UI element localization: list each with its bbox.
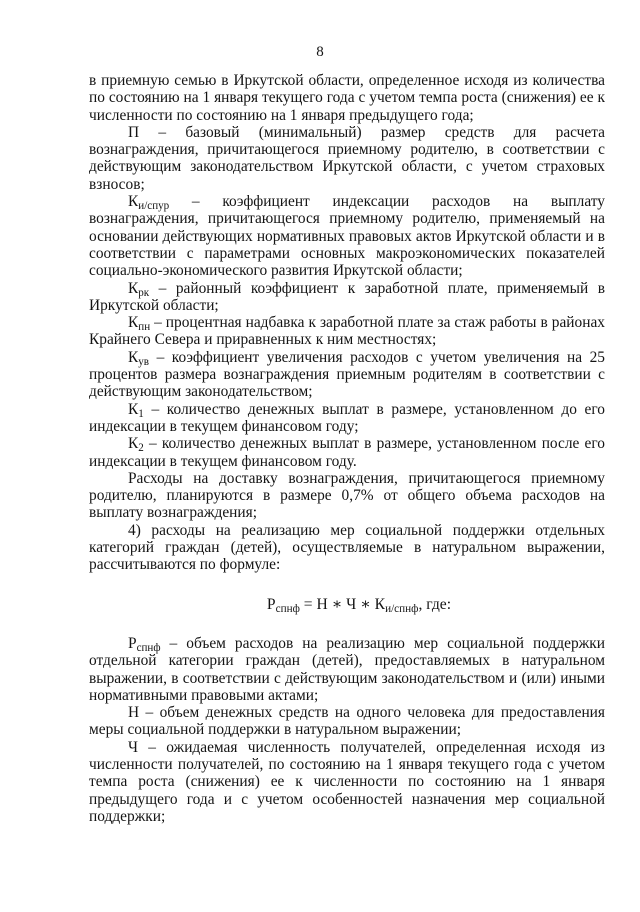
paragraph-item-4: 4) расходы на реализацию мер социальной поддержки отдельных категорий граждан (детей), осуществляемые в натуральном выражении, рассчитываются по формуле:	[89, 521, 605, 574]
definition-text: – количество денежных выплат в размере, установленном после его индексации в текущем финансовом году.	[89, 435, 605, 470]
paragraph-delivery-costs: Расходы на доставку вознаграждения, причитающегося приемному родителю, планируются в размере 0,7% от общего объема расходов на выплату вознаграждения;	[89, 469, 605, 522]
formula-middle: = Н ∗ Ч ∗	[299, 595, 375, 613]
symbol-subscript: рк	[138, 286, 150, 299]
symbol: К	[128, 400, 139, 418]
formula-p: Р	[266, 595, 276, 613]
page-number: 8	[316, 44, 324, 60]
paragraph-ch-definition: Ч – ожидаемая численность получателей, определенная исходя из численности получателей, по состоянию на 1 января текущего года с учетом темпа роста (снижения) ее к численности по состоянию на 1 января предыдущего года и с учетом особенностей назначения мер социальной поддержки;	[89, 738, 605, 825]
symbol-subscript: 2	[138, 442, 144, 455]
formula-k: К	[374, 595, 386, 613]
symbol-subscript: 1	[138, 407, 144, 420]
formula-k-subscript: и/спнф	[385, 602, 419, 615]
symbol: К	[128, 314, 139, 332]
formula	[89, 596, 605, 613]
definition-text: – коэффициент увеличения расходов с учетом увеличения на 25 процентов размера вознаграждения приемным родителям в соответствии с действующим законодательством;	[89, 348, 605, 401]
paragraph-k1-definition	[89, 401, 605, 436]
paragraph-k-uv-definition	[89, 349, 605, 401]
definition-text: – коэффициент индексации расходов на выплату вознаграждения, причитающегося приемному родителю, применяемый на основании действующих нормативных правовых актов Иркутской области и в соответствии с параметрами основных макроэкономических показателей социально-экономического развития Иркутской области;	[89, 193, 605, 280]
formula-p-subscript: спнф	[275, 602, 300, 615]
paragraph-p-definition: П – базовый (минимальный) размер средств для расчета вознаграждения, причитающегося приемному родителю, в соответствии с действующим законодательством Иркутской области, с учетом страховых взносов;	[89, 123, 605, 193]
definition-text: – количество денежных выплат в размере, установленном до его индексации в текущем финансовом году;	[89, 400, 605, 435]
paragraph-k-pn-definition	[89, 314, 605, 349]
definition-text: – процентная надбавка к заработной плате за стаж работы в районах Крайнего Севера и приравненных к ним местностях;	[89, 314, 605, 349]
paragraph-k2-definition	[89, 435, 605, 470]
formula-tail: , где:	[418, 595, 452, 613]
body-text	[89, 72, 605, 825]
symbol-subscript: и/спур	[138, 200, 170, 213]
symbol: К	[128, 348, 139, 366]
symbol-subscript: ув	[138, 355, 150, 368]
symbol: К	[128, 435, 139, 453]
symbol: К	[128, 279, 139, 297]
paragraph-continuation: в приемную семью в Иркутской области, определенное исходя из количества по состоянию на 1 января текущего года с учетом темпа роста (снижения) ее к численности по состоянию на 1 января предыдущего года;	[89, 72, 605, 124]
symbol: К	[128, 193, 139, 211]
symbol-subscript: пн	[138, 321, 151, 334]
definition-text: – объем расходов на реализацию мер социальной поддержки отдельной категории граждан (детей), предоставляемых в натуральном выражении, в соответствии с действующим законодательством и (или) иными нормативными правовыми актами;	[89, 634, 605, 704]
paragraph-k-rk-definition	[89, 280, 605, 315]
paragraph-p-spnf-definition	[89, 635, 605, 704]
paragraph-k-isp-definition	[89, 193, 605, 279]
symbol-subscript: спнф	[136, 641, 161, 654]
paragraph-n-definition: Н – объем денежных средств на одного человека для предоставления меры социальной поддержки в натуральном выражении;	[89, 704, 605, 739]
definition-text: – районный коэффициент к заработной плате, применяемый в Иркутской области;	[89, 279, 605, 314]
symbol: Р	[128, 634, 137, 652]
